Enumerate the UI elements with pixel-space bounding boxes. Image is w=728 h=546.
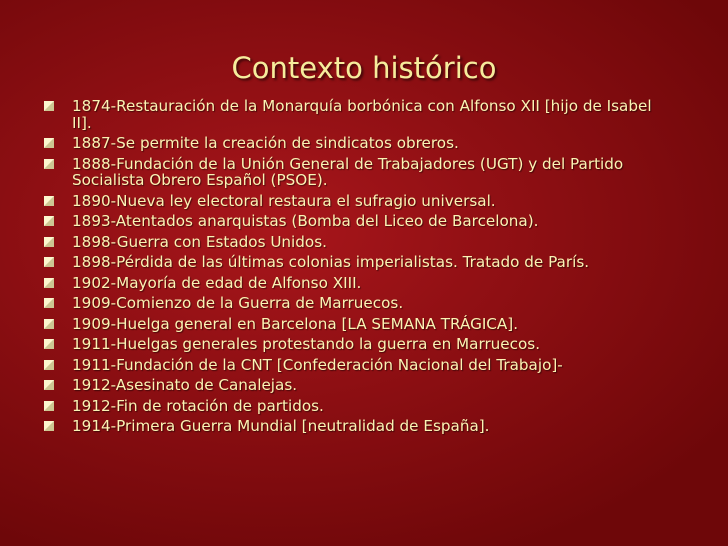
square-bullet-icon bbox=[44, 159, 54, 169]
square-bullet-icon bbox=[44, 216, 54, 226]
square-bullet-icon bbox=[44, 319, 54, 329]
list-item-text: 1902-Mayoría de edad de Alfonso XIII. bbox=[72, 273, 362, 292]
square-bullet-icon bbox=[44, 360, 54, 370]
list-item bbox=[44, 135, 664, 152]
slide-title: Contexto histórico bbox=[231, 51, 497, 85]
list-item bbox=[44, 254, 664, 271]
list-item bbox=[44, 275, 664, 292]
list-item-text: 1911-Fundación de la CNT [Confederación Nacional del Trabajo]- bbox=[72, 355, 563, 374]
list-item bbox=[44, 295, 664, 312]
list-item bbox=[44, 357, 664, 374]
list-item-text: 1893-Atentados anarquistas (Bomba del Liceo de Barcelona). bbox=[72, 212, 539, 230]
list-item-text: 1898-Pérdida de las últimas colonias imperialistas. Tratado de París. bbox=[72, 253, 590, 271]
square-bullet-icon bbox=[44, 380, 54, 390]
square-bullet-icon bbox=[44, 401, 54, 411]
list-item-text: 1912-Asesinato de Canalejas. bbox=[72, 376, 298, 394]
list-item bbox=[44, 398, 664, 415]
bullet-list bbox=[44, 98, 664, 439]
list-item-text: 1909-Huelga general en Barcelona [LA SEMANA TRÁGICA]. bbox=[72, 314, 519, 333]
list-item bbox=[44, 213, 664, 230]
list-item-text: 1898-Guerra con Estados Unidos. bbox=[72, 232, 327, 251]
square-bullet-icon bbox=[44, 339, 54, 349]
list-item bbox=[44, 98, 664, 131]
list-item bbox=[44, 234, 664, 251]
square-bullet-icon bbox=[44, 257, 54, 267]
list-item bbox=[44, 336, 664, 353]
list-item-text: 1874-Restauración de la Monarquía borbónica con Alfonso XII [hijo de Isabel II]. bbox=[72, 97, 652, 132]
list-item-text: 1887-Se permite la creación de sindicatos obreros. bbox=[72, 134, 459, 152]
list-item bbox=[44, 156, 664, 189]
square-bullet-icon bbox=[44, 138, 54, 148]
list-item bbox=[44, 377, 664, 394]
list-item bbox=[44, 418, 664, 435]
square-bullet-icon bbox=[44, 278, 54, 288]
list-item bbox=[44, 193, 664, 210]
square-bullet-icon bbox=[44, 237, 54, 247]
square-bullet-icon bbox=[44, 196, 54, 206]
list-item-text: 1888-Fundación de la Unión General de Trabajadores (UGT) y del Partido Socialista Obrero Español (PSOE). bbox=[72, 154, 624, 189]
square-bullet-icon bbox=[44, 421, 54, 431]
list-item-text: 1909-Comienzo de la Guerra de Marruecos. bbox=[72, 294, 404, 312]
square-bullet-icon bbox=[44, 298, 54, 308]
square-bullet-icon bbox=[44, 101, 54, 111]
list-item bbox=[44, 316, 664, 333]
list-item-text: 1911-Huelgas generales protestando la guerra en Marruecos. bbox=[72, 335, 541, 353]
list-item-text: 1890-Nueva ley electoral restaura el sufragio universal. bbox=[72, 191, 496, 210]
list-item-text: 1914-Primera Guerra Mundial [neutralidad de España]. bbox=[72, 417, 490, 435]
list-item-text: 1912-Fin de rotación de partidos. bbox=[72, 396, 324, 415]
